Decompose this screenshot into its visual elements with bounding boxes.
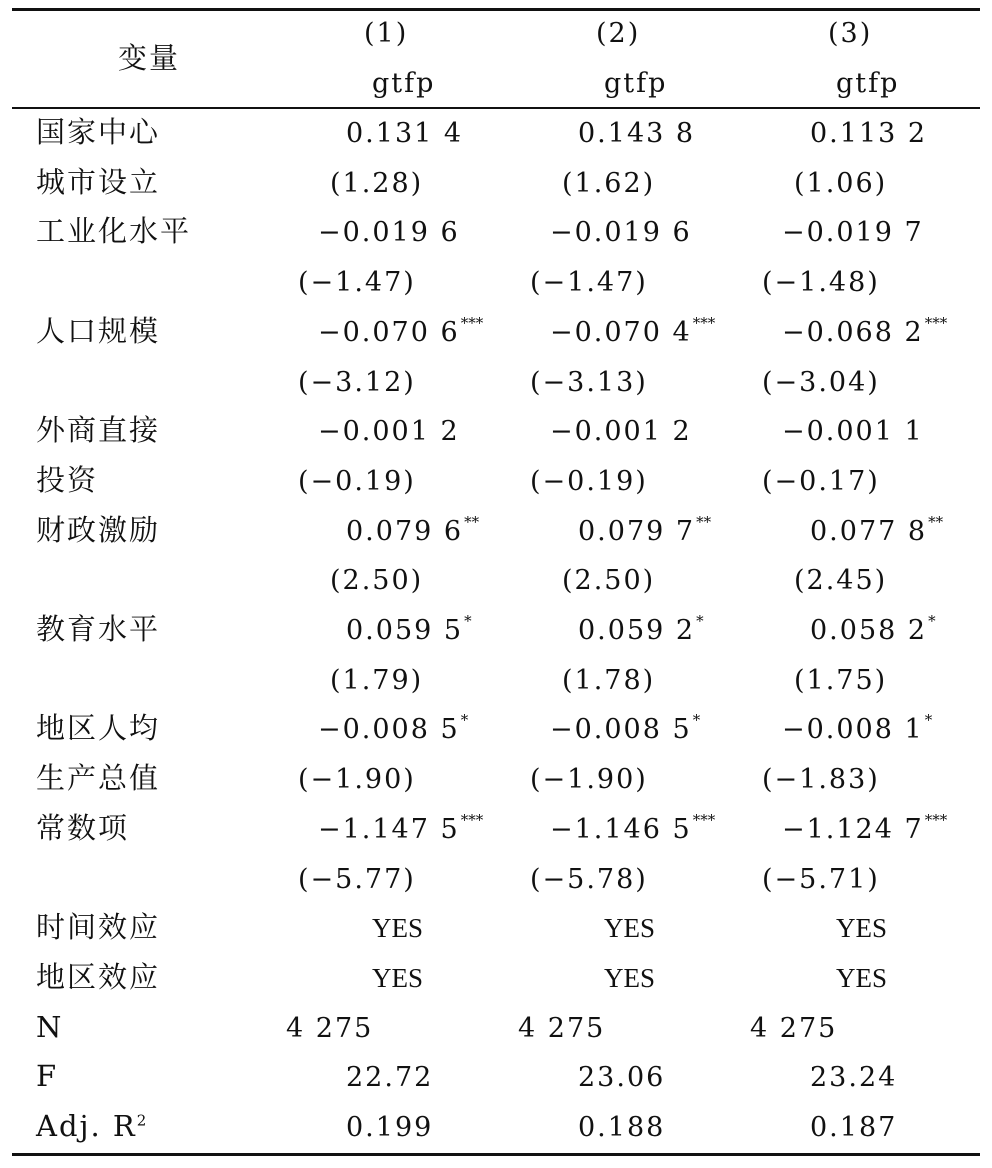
table-cell [318,313,484,348]
cell-value: (−3.04) [762,366,880,398]
table-cell [330,565,424,597]
row-label-text: 时间效应 [36,910,161,945]
cell-value: (2.50) [562,565,656,597]
table-cell [318,711,469,746]
table-cell [578,1114,665,1141]
cell-value: −0.008 5 [550,714,692,746]
cell-value: (−0.19) [298,465,416,497]
cell-value: 4 275 [286,1012,374,1044]
table-cell [578,120,695,147]
significance-stars: *** [692,810,716,829]
row-label [36,512,161,547]
cell-value: −0.019 7 [782,217,924,249]
cell-value: 0.187 [810,1112,898,1143]
cell-value: YES [604,962,656,993]
table-cell [762,366,880,398]
cell-value: (−1.90) [530,764,648,796]
significance-stars: * [928,612,936,630]
significance-stars: * [692,711,701,730]
table-cell [810,612,936,646]
row-label [36,1109,149,1143]
table-cell [330,167,424,199]
row-label-text: 生产总值 [36,761,161,796]
table-cell [318,217,460,249]
cell-value: 0.199 [346,1112,434,1143]
cell-value: (−1.47) [530,267,648,299]
row-label-text: 人口规模 [36,313,161,348]
cell-value: (2.45) [794,565,888,597]
table-cell [530,764,648,796]
table-cell [782,711,933,746]
table-cell [782,416,924,448]
cell-value: YES [836,962,888,993]
cell-value: −0.019 6 [550,217,692,249]
cell-value: 0.077 8 [810,515,928,547]
header-col1-number: (1) [364,18,409,49]
table-cell [810,120,927,147]
table-cell [578,612,704,646]
cell-value: (−5.71) [762,863,880,895]
cell-value: (1.06) [794,167,888,199]
header-rule [12,107,980,109]
cell-value: 4 275 [750,1012,838,1044]
header-col3-number: (3) [828,18,873,49]
cell-value: YES [836,913,888,944]
significance-stars: *** [692,313,716,332]
table-cell [346,1062,434,1094]
table-cell [810,1062,898,1094]
cell-value: (−0.17) [762,465,880,497]
table-cell [562,664,656,696]
row-label [36,910,161,945]
row-label-text: 城市设立 [36,164,161,199]
cell-value: 0.143 8 [578,118,696,149]
cell-value: 0.058 2 [810,615,928,646]
cell-value: −0.001 2 [318,416,460,448]
row-label-text: 国家中心 [36,115,161,149]
cell-value: (−5.78) [530,863,648,895]
table-cell [762,465,880,497]
table-cell [530,863,648,895]
row-label-text: 投资 [36,462,99,497]
cell-value: 23.06 [578,1062,666,1094]
row-label [36,313,161,348]
row-label [36,1009,64,1044]
table-cell [782,217,924,249]
cell-value: 0.131 4 [346,118,464,149]
bottom-rule [12,1153,980,1156]
cell-value: (1.78) [562,664,656,696]
header-col2-depvar: gtfp [604,68,668,99]
significance-stars: ** [928,512,944,531]
cell-value: 23.24 [810,1062,898,1094]
row-label-text: 教育水平 [36,612,161,646]
row-label-text: Adj. R [36,1109,137,1143]
table-cell [836,962,888,993]
table-cell [550,711,701,746]
significance-stars: * [460,711,469,730]
table-cell [550,217,692,249]
cell-value: 4 275 [518,1012,606,1044]
cell-value: (−1.90) [298,764,416,796]
table-cell [794,664,888,696]
significance-stars: *** [924,810,948,829]
row-label-text: N [36,1009,64,1044]
cell-value: −0.070 4 [550,316,692,348]
row-label [36,462,99,497]
table-cell [330,664,424,696]
cell-value: (1.62) [562,167,656,199]
cell-value: (1.79) [330,664,424,696]
row-label [36,115,161,149]
row-label [36,214,192,249]
row-label [36,612,161,646]
header-col3-depvar: gtfp [836,68,900,99]
cell-value: 0.188 [578,1112,666,1143]
cell-value: (−3.12) [298,366,416,398]
table-cell [762,764,880,796]
table-cell [298,764,416,796]
row-label [36,711,161,746]
cell-value: 0.059 5 [346,615,464,646]
table-cell [298,863,416,895]
table-cell [794,565,888,597]
cell-value: YES [372,962,424,993]
table-cell [346,512,480,547]
table-cell [346,120,463,147]
cell-value: (1.75) [794,664,888,696]
cell-value: 0.079 6 [346,515,464,547]
table-cell [550,313,716,348]
cell-value: −0.068 2 [782,316,924,348]
table-cell [550,416,692,448]
cell-value: −1.147 5 [318,813,460,845]
table-cell [604,915,655,942]
table-cell [372,915,423,942]
table-cell [298,366,416,398]
table-cell [372,962,424,993]
cell-value: (−5.77) [298,863,416,895]
cell-value: (−3.13) [530,366,648,398]
table-cell [810,512,944,547]
cell-value: YES [604,913,656,944]
cell-value: (−1.47) [298,267,416,299]
significance-stars: * [924,711,933,730]
table-cell [298,267,416,299]
row-label-text: 工业化水平 [36,214,192,249]
row-label-text: 地区效应 [36,959,161,994]
row-label-superscript: 2 [136,1111,149,1130]
table-cell [762,863,880,895]
cell-value: −0.019 6 [318,217,460,249]
table-cell [578,512,712,547]
cell-value: −0.001 1 [782,416,924,448]
row-label [36,761,161,796]
table-cell [346,612,472,646]
table-cell [530,267,648,299]
significance-stars: *** [924,313,948,332]
cell-value: (2.50) [330,565,424,597]
header-col2-number: (2) [596,18,641,49]
row-label [36,959,161,994]
cell-value: −1.124 7 [782,813,924,845]
table-cell [286,1012,374,1044]
table-cell [298,465,416,497]
row-label-text: 地区人均 [36,711,161,746]
table-cell [318,416,460,448]
table-cell [836,915,887,942]
significance-stars: *** [460,810,484,829]
cell-value: 0.079 7 [578,515,696,547]
row-label [36,413,161,448]
table-cell [578,1062,666,1094]
table-cell [530,366,648,398]
row-label-text: 财政激励 [36,512,161,547]
table-cell [530,465,648,497]
significance-stars: * [464,612,472,630]
table-cell [782,313,948,348]
cell-value: YES [372,913,424,944]
significance-stars: * [696,612,704,630]
row-label-text: F [36,1059,59,1094]
table-cell [346,1114,433,1141]
table-cell [562,167,656,199]
table-cell [750,1012,838,1044]
table-cell [762,267,880,299]
row-label-text: 外商直接 [36,413,161,448]
cell-value: −0.008 5 [318,714,460,746]
cell-value: −0.070 6 [318,316,460,348]
cell-value: 0.113 2 [810,118,928,149]
significance-stars: ** [696,512,712,531]
significance-stars: *** [460,313,484,332]
row-label [36,164,161,199]
header-variable-label: 变量 [118,41,181,75]
cell-value: −1.146 5 [550,813,692,845]
cell-value: 22.72 [346,1062,434,1094]
cell-value: (−0.19) [530,465,648,497]
table-cell [550,810,716,845]
row-label-text: 常数项 [36,810,130,845]
cell-value: (−1.83) [762,764,880,796]
cell-value: (−1.48) [762,267,880,299]
table-cell [782,810,948,845]
table-cell [794,167,888,199]
cell-value: −0.001 2 [550,416,692,448]
table-cell [604,962,656,993]
cell-value: −0.008 1 [782,714,924,746]
significance-stars: ** [464,512,480,531]
table-cell [810,1114,897,1141]
top-rule [12,8,980,11]
row-label [36,810,130,845]
table-cell [518,1012,606,1044]
cell-value: 0.059 2 [578,615,696,646]
cell-value: (1.28) [330,167,424,199]
table-cell [562,565,656,597]
row-label [36,1059,59,1094]
header-col1-depvar: gtfp [372,68,436,99]
table-cell [318,810,484,845]
